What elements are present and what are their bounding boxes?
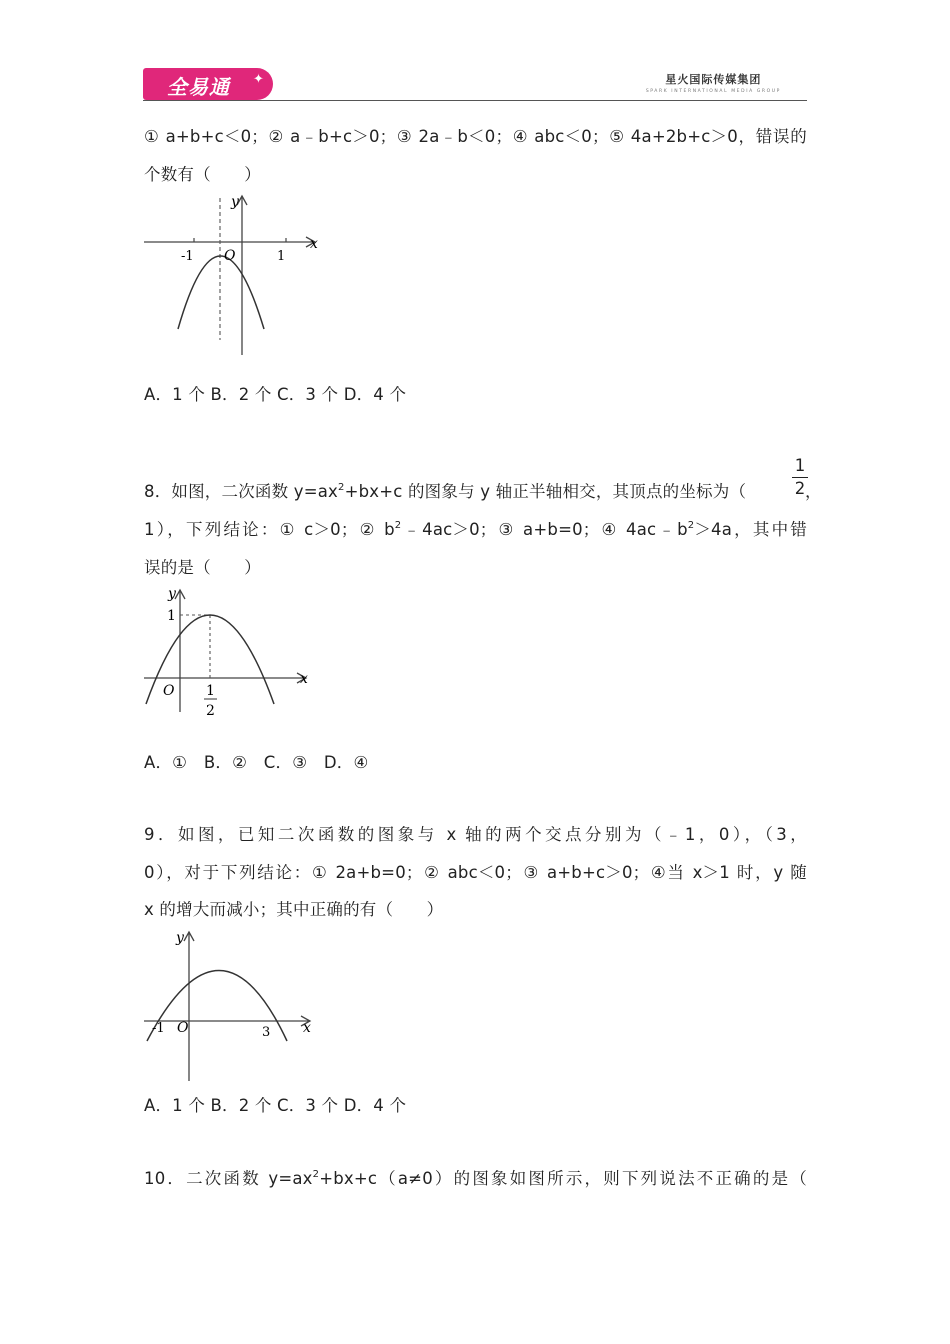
q7-options: A．1 个 B．2 个 C．3 个 D．4 个 [144,385,407,404]
q8-frac-numerator: 1 [794,456,806,475]
publisher-name: 星火国际传媒集团 [665,73,762,86]
q8-options: A．① B．② C．③ D．④ [144,753,369,772]
q8-x-frac-num: 1 [206,683,215,699]
q7-figure [140,190,330,360]
q10-stem-b: +bx+c（a≠0）的图象如图所示，则下列说法不正确的是（ [319,1169,807,1188]
q9-x-label: x [303,1020,311,1036]
q10-stem-a: 10．二次函数 y=ax [144,1169,313,1188]
q8-stem-line3: 误的是（ ） [144,558,261,577]
q9-y-label: y [176,930,184,946]
q9-origin-label: O [177,1020,189,1036]
logo-text: 全易通 [167,75,230,99]
q8-stem-line2-b: ﹣4ac＞0；③ a+b=0；④ 4ac﹣b [401,520,688,539]
q8-stem-line2 [144,519,807,541]
publisher-name-en: SPARK INTERNATIONAL MEDIA GROUP [645,89,781,94]
sparkle-icon: ✦ [253,72,264,87]
q9-stem-line2: 0），对于下列结论：① 2a+b=0；② abc＜0；③ a+b+c＞0；④当 x＞1 时，y 随 [144,863,807,882]
q10-stem-line1 [144,1168,807,1190]
q7-stem-line2: 个数有（ ） [144,165,261,184]
q7-stem-line1: ① a+b+c＜0；② a﹣b+c＞0；③ 2a﹣b＜0；④ abc＜0；⑤ 4a+2b+c＞0，错误的 [144,127,807,146]
q8-stem-line2-a: 1），下列结论：① c＞0；② b [144,520,395,539]
q8-stem-line1-comma: ， [805,482,822,501]
q9-stem-line1: 9．如图，已知二次函数的图象与 x 轴的两个交点分别为（﹣1，0），（3， [144,825,807,844]
header-divider [143,100,807,101]
q8-x-frac-den: 2 [206,703,215,719]
q7-label-neg1: -1 [181,249,194,264]
q8-y-label: y [168,586,176,602]
q9-stem-line3: x 的增大而减小；其中正确的有（ ） [144,900,444,919]
q7-label-1: 1 [277,249,286,264]
publisher-brand [646,71,781,94]
q7-parabola [178,256,264,329]
q7-x-label: x [310,236,318,252]
q9-figure [140,926,330,1086]
q8-frac-denominator: 2 [794,479,806,498]
q7-y-label: y [231,194,239,210]
q8-sup-2c: 2 [687,520,695,531]
page-header [143,66,807,104]
brand-logo [143,68,273,100]
q8-origin-label: O [163,683,175,699]
q8-y-tick-label: 1 [167,608,176,624]
q8-sup-2b: 2 [394,520,402,531]
q8-stem-line1-a: 8．如图，二次函数 y=ax [144,482,339,501]
q9-options: A．1 个 B．2 个 C．3 个 D．4 个 [144,1096,407,1115]
q8-stem-line2-c: ＞4a，其中错 [694,520,808,539]
q8-sup-2: 2 [338,482,345,493]
q7-origin-label: O [224,248,236,264]
q8-figure [140,584,320,724]
q9-label-neg1: -1 [152,1021,165,1036]
q8-stem-line1 [144,481,746,503]
q9-label-3: 3 [262,1025,271,1040]
q8-x-label: x [300,671,308,687]
q8-stem-line1-b: +bx+c 的图象与 y 轴正半轴相交，其顶点的坐标为（ [344,482,747,501]
q10-sup-2: 2 [312,1169,320,1180]
